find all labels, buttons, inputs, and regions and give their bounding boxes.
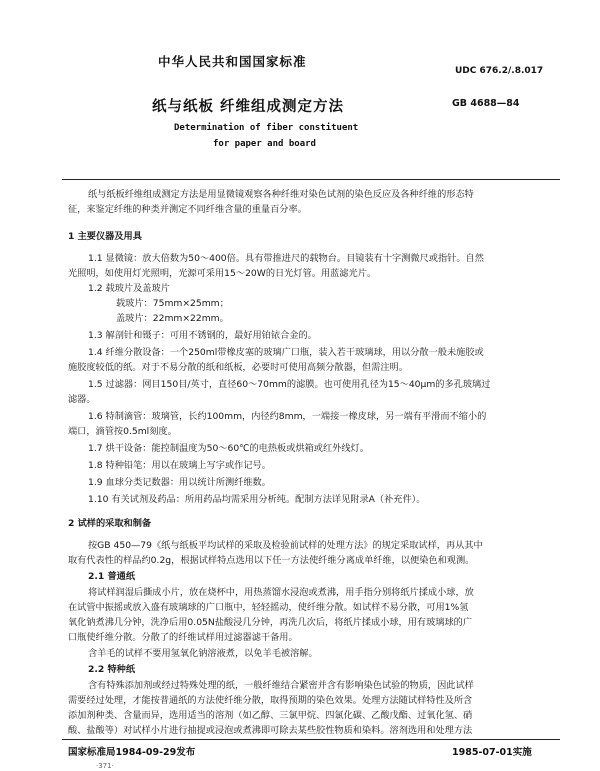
section-1-line: 1.5 过滤器：网目150目/英寸，直径60～70mm的滤膜。也可使用孔径为15～40μm的多孔玻璃过 — [88, 379, 491, 390]
section-2-line: 在试管中振摇或放入盛有玻璃球的广口瓶中，轻轻摇动，使纤维分散。如试样不易分散，可用1%氢 — [68, 602, 469, 613]
section-1-heading: 1 主要仪器及用具 — [68, 231, 142, 242]
english-title-line-1: Determination of fiber constituent — [174, 123, 359, 133]
issue-date: 国家标准局1984-09-29发布 — [68, 747, 196, 758]
document-title: 纸与纸板 纤维组成测定方法 — [152, 99, 345, 115]
section-2-heading: 2 试样的采取和制备 — [68, 518, 152, 529]
section-1-line: 1.8 特种铅笔：用以在玻璃上写字或作记号。 — [88, 460, 271, 471]
section-1-line: 光照明，如使用灯光照明，光源可采用15～20W的日光灯管。用蓝滤光片。 — [68, 268, 377, 279]
section-2-line: 氧化钠煮沸几分钟，洗净后用0.05N盐酸浸几分钟，再洗几次后，将纸片揉成小球，用有玻璃球的广 — [68, 617, 473, 628]
subsection-2-1-heading: 2.1 普通纸 — [88, 571, 136, 582]
udc-code: UDC 676.2/.8.017 — [455, 66, 544, 76]
intro-line: 纸与纸板纤维组成测定方法是用显微镜观察各种纤维对染色试剂的染色反应及各种纤维的形态特 — [88, 189, 474, 200]
section-1-line: 1.10 有关试剂及药品：所用药品均需采用分析纯。配制方法详见附录A（补充件）。 — [88, 494, 426, 505]
section-2-line: 口瓶使纤维分散。分散了的纤维试样用过滤器滤干备用。 — [68, 632, 298, 643]
section-1-line: 端口，滴管按0.5ml刻度。 — [68, 426, 177, 437]
section-2-line: 添加剂种类、含量而异，选用适当的溶剂（如乙醇、三氯甲烷、四氯化碳、乙酸戊酯、过氧化氢、硝 — [68, 710, 473, 721]
section-2-line: 含羊毛的试样不要用氢氧化钠溶液煮，以免羊毛被溶解。 — [88, 648, 318, 659]
section-2-line: 含有特殊添加剂或经过特殊处理的纸，一般纤维结合紧密并含有影响染色试验的物质，因此试样 — [88, 680, 474, 691]
section-1-line: 1.4 纤维分散设备：一个250ml带橡皮塞的玻璃广口瓶，装入若干玻璃球，用以分散一般未施胶或 — [88, 347, 484, 358]
section-1-line: 1.3 解剖针和镊子：可用不锈钢的，最好用铂铱合金的。 — [88, 330, 317, 341]
section-1-line: 1.2 载玻片及盖玻片 — [88, 283, 170, 294]
gb-code: GB 4688—84 — [452, 98, 520, 109]
header-divider — [62, 179, 560, 180]
page-number: ·371· — [96, 762, 114, 770]
intro-line: 征，来鉴定纤维的种类并测定不同纤维含量的重量百分率。 — [68, 204, 307, 215]
section-1-line: 1.1 显微镜：放大倍数为50～400倍。具有带推进尺的载物台。目镜装有十字测微尺或指针。自然 — [88, 253, 484, 264]
section-1-line: 施胶度较低的纸。对于不易分散的纸和纸板，必要时可使用高频分散器，但需注明。 — [68, 362, 408, 373]
section-2-line: 酸、盐酸等）对试样小片进行抽提或浸泡或煮沸即可除去某些胶性物质和染料。溶剂选用和处理方法 — [68, 725, 473, 736]
section-1-line: 滤器。 — [68, 394, 96, 405]
section-1-line: 1.9 血球分类记数器：用以统计所测纤维数。 — [88, 477, 271, 488]
section-2-line: 按GB 450—79《纸与纸板平均试样的采取及检验前试样的处理方法》的规定采取试样，再从其中 — [88, 540, 483, 551]
section-2-line: 将试样润湿后撕成小片，放在烧杯中，用热蒸馏水浸泡或煮沸，用手指分别将纸片揉成小球，放 — [88, 587, 474, 598]
section-2-line: 需要经过处理，才能按普通纸的方法使纤维分散，取得预期的染色效果。处理方法随试样特性及所含 — [68, 695, 473, 706]
section-1-line: 载玻片：75mm×25mm； — [116, 298, 229, 309]
english-title-line-2: for paper and board — [213, 139, 316, 149]
standard-name: 中华人民共和国国家标准 — [158, 54, 307, 69]
section-2-line: 取有代表性的样品约0.2g，根据试样特点选用以下任一方法使纤维分离成单纤维，以便染色和观测。 — [68, 555, 475, 566]
section-1-line: 1.6 特制滴管：玻璃管，长约100mm，内径约8mm，一端接一橡皮球，另一端有平滑而不缩小的 — [88, 411, 487, 422]
section-1-line: 1.7 烘干设备：能控制温度为50～60℃的电热板或烘箱或红外线灯。 — [88, 443, 369, 454]
section-1-line: 盖玻片：22mm×22mm。 — [116, 313, 229, 324]
subsection-2-2-heading: 2.2 特种纸 — [88, 664, 136, 675]
implementation-date: 1985-07-01实施 — [452, 747, 532, 758]
footer-divider — [62, 739, 560, 740]
